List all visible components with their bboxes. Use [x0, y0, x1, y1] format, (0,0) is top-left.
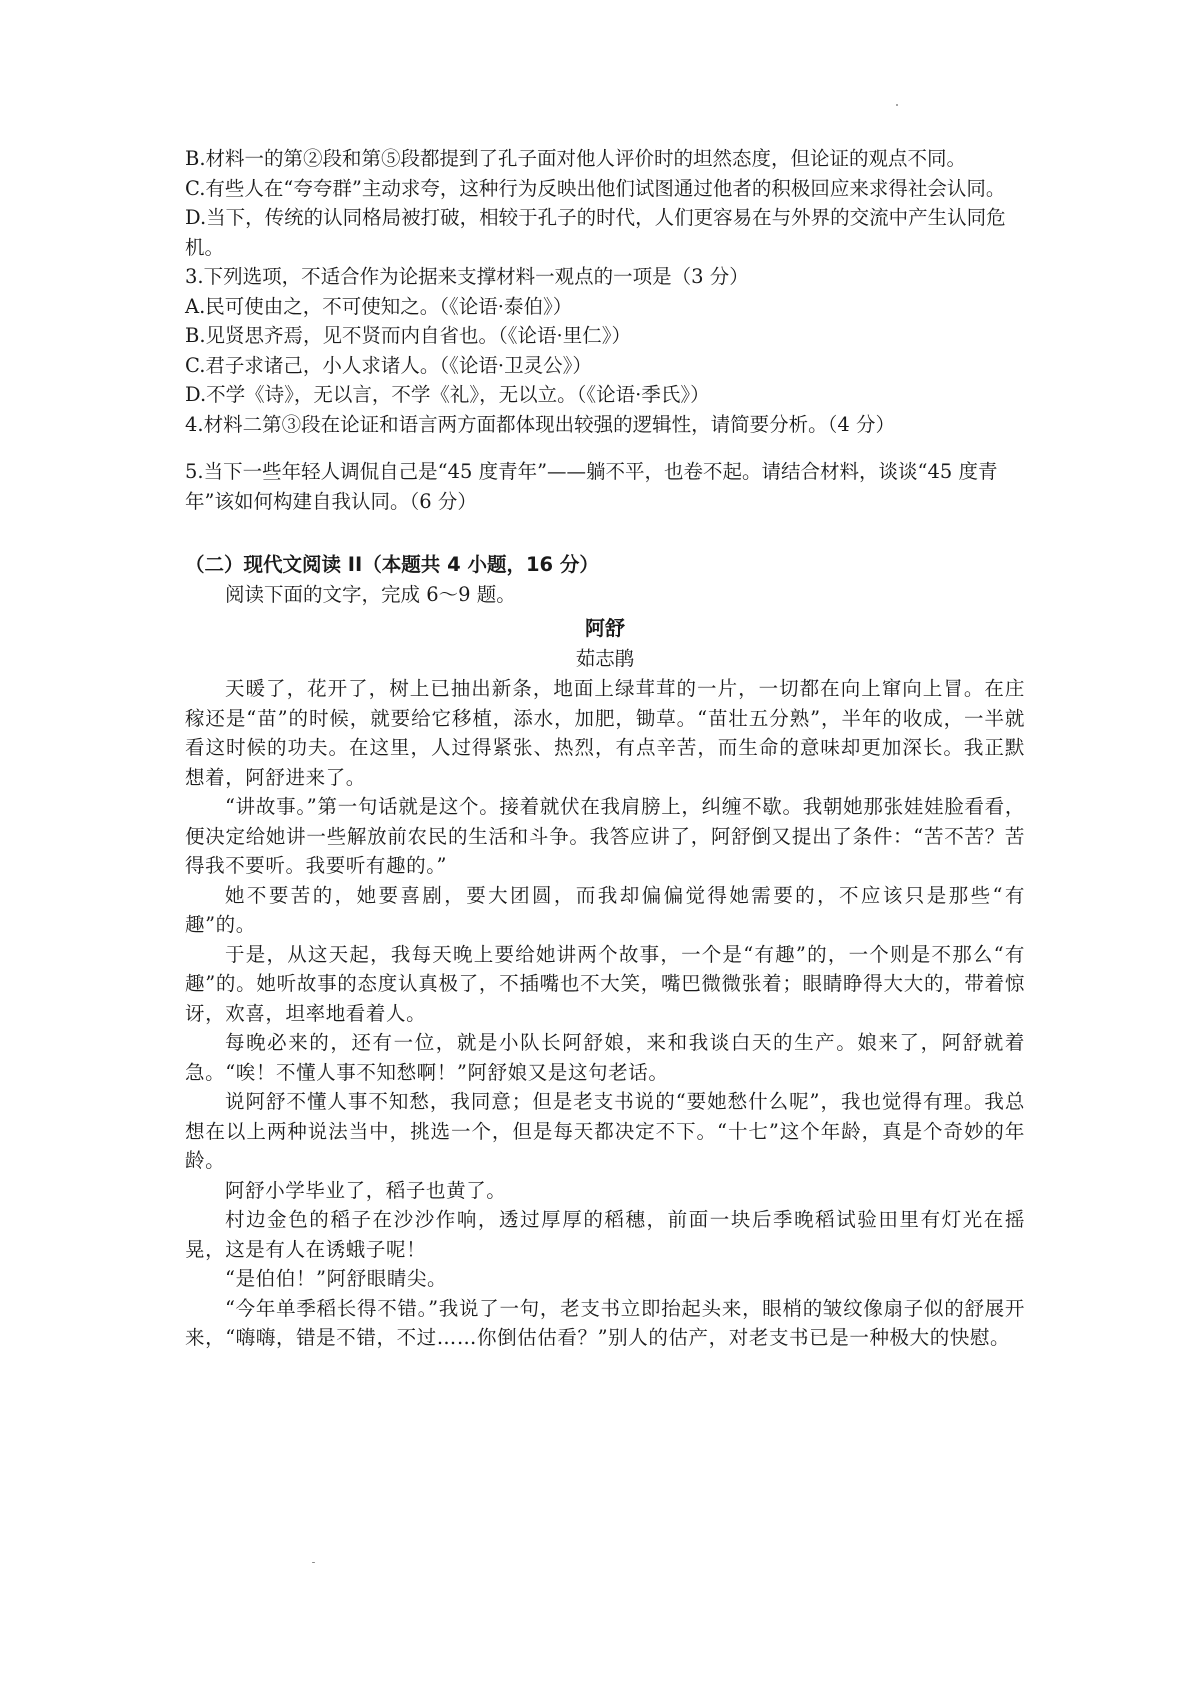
question-5: 5.当下一些年轻人调侃自己是“45 度青年”——躺不平，也卷不起。请结合材料，谈谈“45 度青年”该如何构建自我认同。（6 分）	[185, 460, 998, 513]
story-author: 茹志鹃	[575, 647, 635, 670]
q2-option-d: D.当下，传统的认同格局被打破，相较于孔子的时代，人们更容易在与外界的交流中产生认同危机。	[185, 206, 1006, 259]
section-instruction: 阅读下面的文字，完成 6～9 题。	[225, 583, 516, 606]
story-paragraph: 村边金色的稻子在沙沙作响，透过厚厚的稻穗，前面一块后季晚稻试验田里有灯光在摇晃，这是有人在诱蛾子呢！	[185, 1208, 1025, 1261]
story-title: 阿舒	[585, 616, 625, 640]
q2-option-b: B.材料一的第②段和第⑤段都提到了孔子面对他人评价时的坦然态度，但论证的观点不同。	[185, 147, 967, 170]
q3-option-b: B.见贤思齐焉，见不贤而内自省也。（《论语·里仁》）	[185, 324, 631, 347]
scan-speck-bottom	[312, 1562, 315, 1563]
question-4: 4.材料二第③段在论证和语言两方面都体现出较强的逻辑性，请简要分析。（4 分）	[185, 412, 895, 436]
scan-speck-top	[896, 104, 898, 106]
q2-option-c: C.有些人在“夸夸群”主动求夸，这种行为反映出他们试图通过他者的积极回应来求得社会认同。	[185, 176, 1006, 200]
q3-stem: 3.下列选项，不适合作为论据来支撑材料一观点的一项是（3 分）	[185, 265, 749, 288]
q3-option-c: C.君子求诸己，小人求诸人。（《论语·卫灵公》）	[185, 353, 592, 377]
story-paragraph: “今年单季稻长得不错。”我说了一句，老支书立即抬起头来，眼梢的皱纹像扇子似的舒展开来，“嗨嗨，错是不错，不过……你倒估估看？”别人的估产，对老支书已是一种极大的快慰。	[185, 1296, 1025, 1349]
q3-option-d: D.不学《诗》，无以言，不学《礼》，无以立。（《论语·季氏》）	[185, 383, 710, 406]
story-paragraph: 阿舒小学毕业了，稻子也黄了。	[225, 1178, 507, 1202]
story-paragraph: 说阿舒不懂人事不知愁，我同意；但是老支书说的“要她愁什么呢”，我也觉得有理。我总想在以上两种说法当中，挑选一个，但是每天都决定不下。“十七”这个年龄，真是个奇妙的年龄。	[185, 1090, 1025, 1172]
story-paragraph: 她不要苦的，她要喜剧，要大团圆，而我却偏偏觉得她需要的，不应该只是那些“有趣”的。	[185, 883, 1025, 936]
exam-page	[185, 144, 1025, 1353]
story-paragraph: 天暖了，花开了，树上已抽出新条，地面上绿茸茸的一片，一切都在向上窜向上冒。在庄稼还是“苗”的时候，就要给它移植，添水，加肥，锄草。“苗壮五分熟”，半年的收成，一半就看这时候的功夫。在这里，人过得紧张、热烈，有点辛苦，而生命的意味却更加深长。我正默想着，阿舒进来了。	[185, 677, 1025, 789]
story-paragraph: 每晚必来的，还有一位，就是小队长阿舒娘，来和我谈白天的生产。娘来了，阿舒就着急。“唉！不懂人事不知愁啊！”阿舒娘又是这句老话。	[185, 1031, 1025, 1084]
story-paragraph: 于是，从这天起，我每天晚上要给她讲两个故事，一个是“有趣”的，一个则是不那么“有趣”的。她听故事的态度认真极了，不插嘴也不大笑，嘴巴微微张着；眼睛睁得大大的，带着惊讶，欢喜，坦率地看着人。	[185, 942, 1025, 1025]
q2-remaining-options	[185, 144, 1025, 262]
question-3	[185, 262, 1025, 410]
q3-option-a: A.民可使由之，不可使知之。（《论语·泰伯》）	[185, 294, 573, 318]
section-title: （二）现代文阅读 II（本题共 4 小题，16 分）	[185, 553, 599, 576]
story-paragraph: “是伯伯！”阿舒眼睛尖。	[225, 1267, 448, 1290]
story-body	[185, 674, 1025, 1353]
story-paragraph: “讲故事。”第一句话就是这个。接着就伏在我肩膀上，纠缠不歇。我朝她那张娃娃脸看看，便决定给她讲一些解放前农民的生活和斗争。我答应讲了，阿舒倒又提出了条件：“苦不苦？苦得我不要听。我要听有趣的。”	[185, 795, 1025, 877]
